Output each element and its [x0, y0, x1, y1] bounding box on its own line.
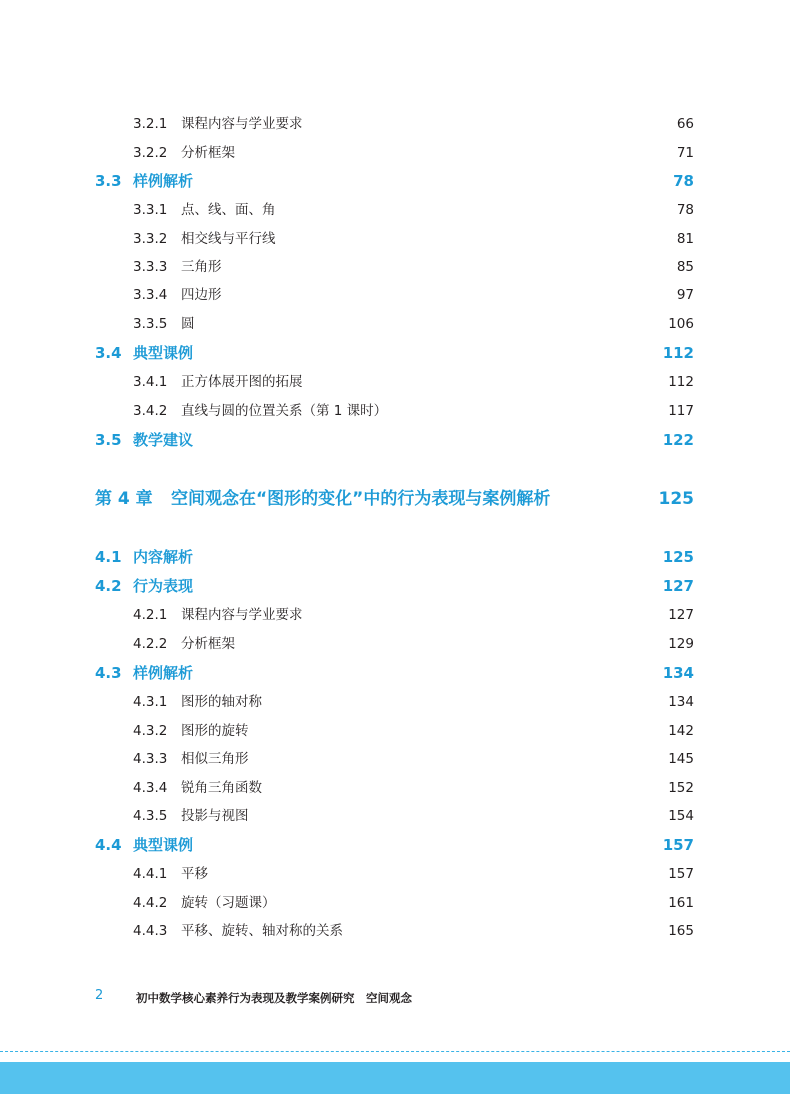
toc-title: 典型课例 [133, 344, 194, 362]
toc-title: 课程内容与学业要求 [181, 607, 303, 623]
toc-title: 分析框架 [181, 636, 235, 652]
toc-number: 4.3.1 [133, 694, 168, 710]
toc-page: 122 [662, 431, 694, 449]
toc-title: 平移、旋转、轴对称的关系 [181, 923, 343, 939]
toc-number: 4.2 [95, 577, 122, 595]
toc-page: 157 [668, 866, 694, 882]
toc-title: 圆 [181, 316, 195, 332]
toc-section-4-3[interactable] [95, 660, 694, 686]
page-divider [0, 1051, 790, 1052]
toc-entry-4-3-5[interactable] [133, 803, 694, 829]
toc-number: 3.3.5 [133, 316, 168, 332]
toc-title: 正方体展开图的拓展 [181, 374, 303, 390]
toc-page: 66 [676, 116, 694, 132]
toc-title: 锐角三角函数 [181, 780, 262, 796]
toc-number: 4.4.3 [133, 923, 168, 939]
toc-entry-4-4-2[interactable] [133, 890, 694, 916]
toc-title: 点、线、面、角 [181, 202, 276, 218]
toc-number: 3.3 [95, 172, 122, 190]
toc-page: 134 [668, 694, 694, 710]
toc-entry-4-3-4[interactable] [133, 775, 694, 801]
toc-title: 投影与视图 [181, 808, 249, 824]
toc-title: 教学建议 [133, 431, 194, 449]
toc-page: 78 [676, 202, 694, 218]
toc-number: 3.2.2 [133, 145, 168, 161]
bottom-color-bar [0, 1062, 790, 1094]
toc-number: 4.3 [95, 664, 122, 682]
toc-section-3-5[interactable] [95, 427, 694, 453]
toc-title: 图形的旋转 [181, 723, 249, 739]
toc-chapter-number: 第 4 章 [95, 489, 153, 509]
toc-title: 课程内容与学业要求 [181, 116, 303, 132]
toc-entry-3-3-1[interactable] [133, 197, 694, 223]
toc-section-4-2[interactable] [95, 573, 694, 599]
toc-number: 4.3.2 [133, 723, 168, 739]
toc-page: 85 [676, 259, 694, 275]
toc-number: 4.1 [95, 548, 122, 566]
toc-number: 3.4.1 [133, 374, 168, 390]
toc-page: 165 [668, 923, 694, 939]
toc-page: 152 [668, 780, 694, 796]
toc-title: 典型课例 [133, 836, 194, 854]
toc-entry-3-3-5[interactable] [133, 311, 694, 337]
toc-page: 117 [668, 403, 694, 419]
toc-page: 106 [668, 316, 694, 332]
toc-page: 161 [668, 895, 694, 911]
toc-entry-4-4-3[interactable] [133, 918, 694, 944]
toc-number: 4.3.3 [133, 751, 168, 767]
toc-page: 71 [676, 145, 694, 161]
toc-title: 相交线与平行线 [181, 231, 276, 247]
toc-entry-4-3-1[interactable] [133, 689, 694, 715]
toc-number: 3.3.3 [133, 259, 168, 275]
toc-title: 样例解析 [133, 172, 194, 190]
toc-page: 125 [662, 548, 694, 566]
toc-number: 3.3.1 [133, 202, 168, 218]
toc-number: 3.3.4 [133, 287, 168, 303]
toc-entry-3-3-4[interactable] [133, 282, 694, 308]
toc-page: 127 [662, 577, 694, 595]
toc-number: 3.4.2 [133, 403, 168, 419]
toc-page: 154 [668, 808, 694, 824]
footer-book-title: 初中数学核心素养行为表现及教学案例研究 空间观念 [136, 991, 412, 1005]
toc-title: 内容解析 [133, 548, 194, 566]
toc-entry-3-2-2[interactable] [133, 140, 694, 166]
toc-entry-4-2-2[interactable] [133, 631, 694, 657]
toc-section-4-4[interactable] [95, 832, 694, 858]
toc-title: 样例解析 [133, 664, 194, 682]
toc-section-4-1[interactable] [95, 544, 694, 570]
toc-page: 127 [668, 607, 694, 623]
toc-number: 4.3.4 [133, 780, 168, 796]
toc-number: 3.4 [95, 344, 122, 362]
toc-entry-3-4-2[interactable] [133, 398, 694, 424]
toc-entry-3-4-1[interactable] [133, 369, 694, 395]
toc-number: 4.2.1 [133, 607, 168, 623]
toc-title: 平移 [181, 866, 208, 882]
toc-entry-3-2-1[interactable] [133, 111, 694, 137]
toc-number: 3.5 [95, 431, 122, 449]
toc-section-3-4[interactable] [95, 340, 694, 366]
toc-section-3-3[interactable] [95, 168, 694, 194]
toc-title: 分析框架 [181, 145, 235, 161]
toc-page: 134 [662, 664, 694, 682]
toc-page: 145 [668, 751, 694, 767]
toc-page: 112 [662, 344, 694, 362]
toc-page: 97 [676, 287, 694, 303]
toc-page: 129 [668, 636, 694, 652]
footer-page-number: 2 [95, 988, 104, 1003]
toc-page: 142 [668, 723, 694, 739]
toc-number: 4.4.1 [133, 866, 168, 882]
toc-title: 四边形 [181, 287, 222, 303]
toc-title: 三角形 [181, 259, 222, 275]
toc-chapter-title: 空间观念在“图形的变化”中的行为表现与案例解析 [171, 489, 551, 509]
toc-title: 相似三角形 [181, 751, 249, 767]
toc-number: 3.2.1 [133, 116, 168, 132]
toc-number: 3.3.2 [133, 231, 168, 247]
toc-entry-4-3-3[interactable] [133, 746, 694, 772]
toc-number: 4.4 [95, 836, 122, 854]
toc-entry-4-3-2[interactable] [133, 718, 694, 744]
toc-number: 4.4.2 [133, 895, 168, 911]
toc-page: 112 [668, 374, 694, 390]
toc-title: 图形的轴对称 [181, 694, 262, 710]
toc-page: 125 [658, 489, 694, 509]
toc-entry-3-3-2[interactable] [133, 226, 694, 252]
toc-title: 旋转（习题课） [181, 895, 276, 911]
toc-entry-3-3-3[interactable] [133, 254, 694, 280]
toc-entry-4-2-1[interactable] [133, 602, 694, 628]
toc-title: 直线与圆的位置关系（第 1 课时） [181, 403, 388, 419]
toc-entry-4-4-1[interactable] [133, 861, 694, 887]
toc-page: 81 [676, 231, 694, 247]
toc-page: 78 [673, 172, 694, 190]
toc-number: 4.2.2 [133, 636, 168, 652]
toc-number: 4.3.5 [133, 808, 168, 824]
toc-chapter-4[interactable] [95, 484, 694, 514]
toc-page: 157 [662, 836, 694, 854]
toc-title: 行为表现 [133, 577, 194, 595]
